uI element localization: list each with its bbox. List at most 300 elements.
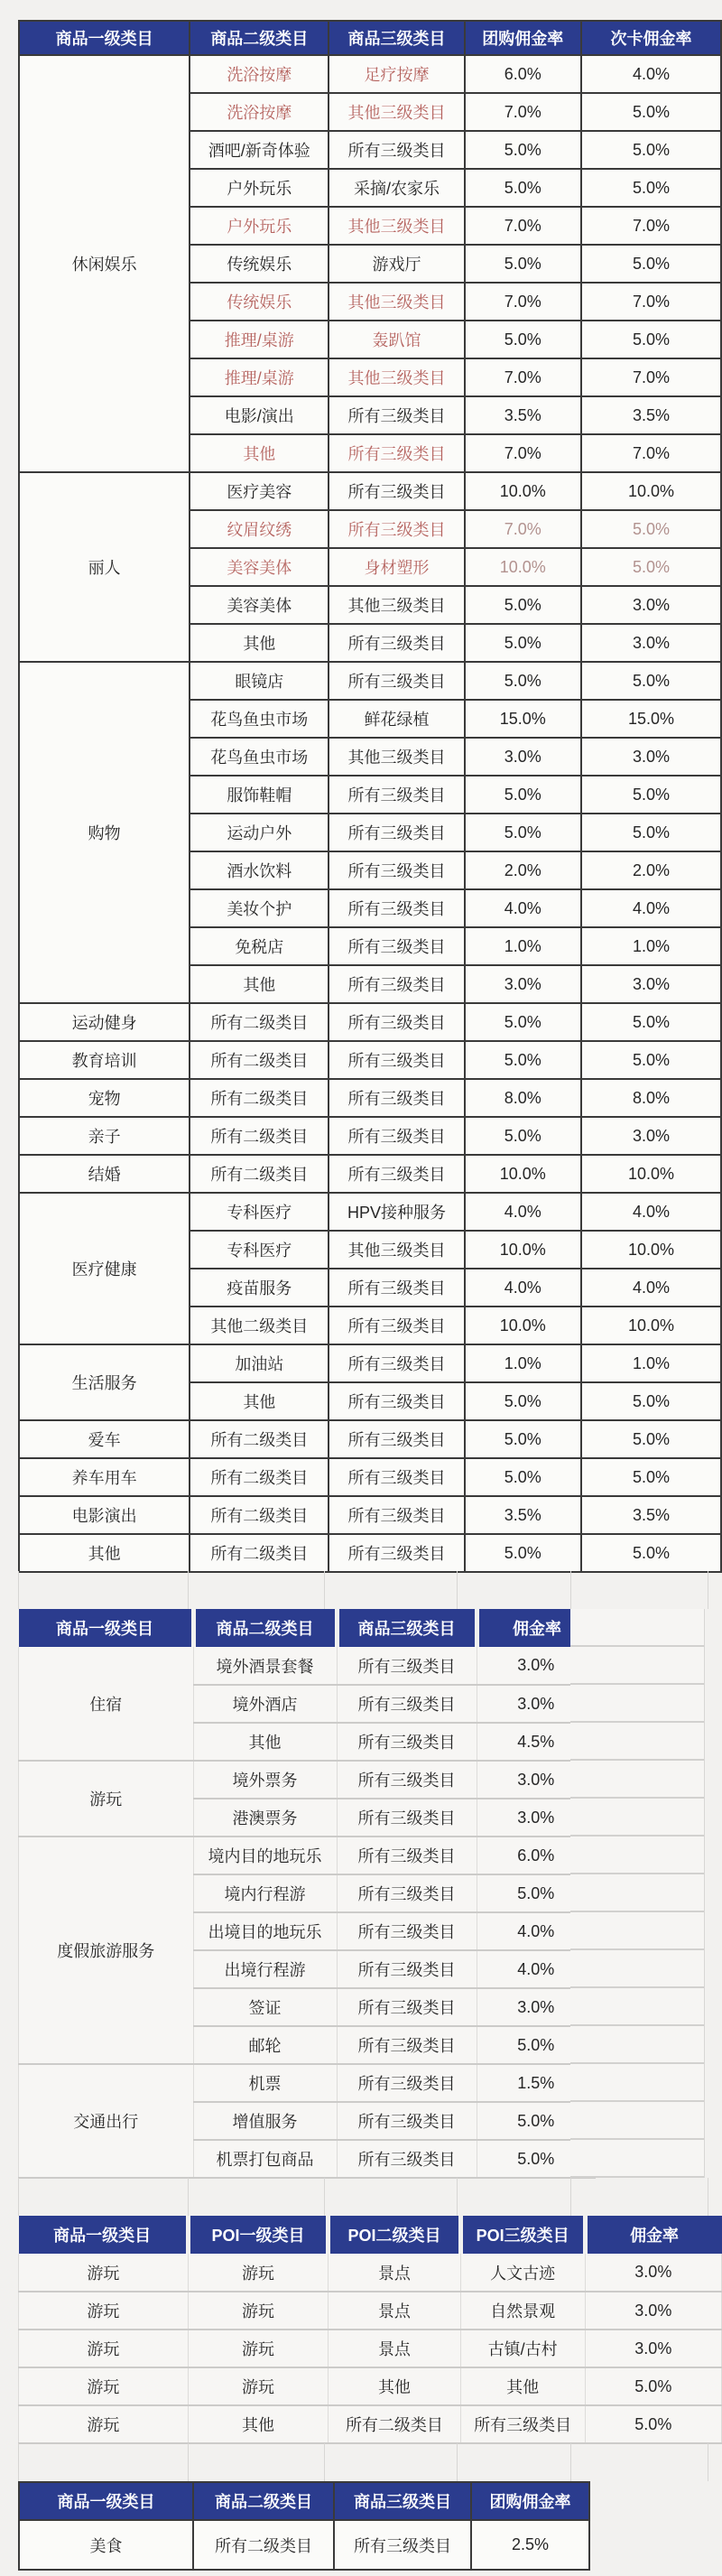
empty-grid-cell <box>325 2443 458 2481</box>
table-cell: 5.0% <box>477 2140 596 2178</box>
table-cell: 5.0% <box>465 131 581 169</box>
table-cell: 传统娱乐 <box>190 245 329 283</box>
table-cell: 出境目的地玩乐 <box>193 1912 337 1950</box>
empty-grid-cell <box>458 2178 571 2216</box>
table-cell: 眼镜店 <box>190 662 329 700</box>
table-cell: 所有二级类目 <box>190 1003 329 1041</box>
table-cell: 5.0% <box>477 2026 596 2064</box>
category-cell: 交通出行 <box>19 2064 194 2178</box>
table-cell: 其他 <box>193 1723 337 1761</box>
table-cell: 所有三级类目 <box>337 2026 477 2064</box>
table-cell: 所有三级类目 <box>329 889 464 927</box>
table-cell: 3.0% <box>585 2254 721 2292</box>
table-cell: 所有三级类目 <box>329 662 464 700</box>
table-cell: 5.0% <box>581 776 721 814</box>
poi-commission-table <box>18 2216 722 2444</box>
table-cell: 景点 <box>329 2292 460 2330</box>
table-cell: 1.0% <box>581 1344 721 1382</box>
table-cell: 所有二级类目 <box>190 1117 329 1155</box>
table-cell: 洗浴按摩 <box>190 55 329 93</box>
table-row <box>19 2405 722 2443</box>
table-cell: 3.0% <box>581 1117 721 1155</box>
table-cell: 10.0% <box>581 472 721 510</box>
table-cell: 4.0% <box>581 1193 721 1231</box>
table-cell: 10.0% <box>465 472 581 510</box>
table-cell: 身材塑形 <box>329 548 464 586</box>
table-cell: 7.0% <box>465 93 581 131</box>
table-cell: 其他三级类目 <box>329 283 464 321</box>
category-cell: 游玩 <box>19 1761 194 1837</box>
table-cell: 邮轮 <box>193 2026 337 2064</box>
table-cell: 10.0% <box>581 1155 721 1193</box>
empty-grid-cell <box>571 2178 708 2216</box>
table-cell: 纹眉纹绣 <box>190 510 329 548</box>
table-cell: 4.0% <box>581 889 721 927</box>
table-cell: 5.0% <box>465 169 581 207</box>
category-cell: 医疗健康 <box>19 1193 190 1344</box>
table-cell: 采摘/农家乐 <box>329 169 464 207</box>
category-cell: 生活服务 <box>19 1344 190 1420</box>
table-cell: 免税店 <box>190 927 329 965</box>
table-cell: 所有三级类目 <box>337 1988 477 2026</box>
column-header: 团购佣金率 <box>465 21 581 55</box>
table-cell: 加油站 <box>190 1344 329 1382</box>
table-cell: 其他三级类目 <box>329 93 464 131</box>
table-row <box>19 1837 596 1874</box>
table-cell: 5.0% <box>581 1003 721 1041</box>
table-cell: 4.5% <box>477 1723 596 1761</box>
table-cell: 7.0% <box>465 358 581 396</box>
table-cell: 5.0% <box>581 662 721 700</box>
table-cell: 酒吧/新奇体验 <box>190 131 329 169</box>
table-cell: 所有三级类目 <box>329 776 464 814</box>
table-cell: 10.0% <box>465 1155 581 1193</box>
category-cell: 宠物 <box>19 1079 190 1117</box>
travel-goods-commission-table <box>18 1609 596 2179</box>
column-header: 商品三级类目 <box>334 2482 471 2520</box>
table-cell: 增值服务 <box>193 2102 337 2140</box>
table-cell: 5.0% <box>581 1420 721 1458</box>
table-cell: HPV接种服务 <box>329 1193 464 1231</box>
header-row <box>19 2482 589 2520</box>
column-header: 商品一级类目 <box>19 2216 189 2254</box>
table-cell: 3.5% <box>581 1496 721 1534</box>
table-row <box>19 1079 721 1117</box>
table-cell: 其他三级类目 <box>329 358 464 396</box>
table-cell: 其他 <box>460 2367 585 2405</box>
table-cell: 所有三级类目 <box>337 1761 477 1799</box>
table-cell: 所有三级类目 <box>337 1950 477 1988</box>
empty-grid-cell <box>18 2178 189 2216</box>
table-cell: 景点 <box>329 2254 460 2292</box>
table-cell: 出境行程游 <box>193 1950 337 1988</box>
table-cell: 1.0% <box>581 927 721 965</box>
table-cell: 推理/桌游 <box>190 321 329 358</box>
table-cell: 洗浴按摩 <box>190 93 329 131</box>
table-cell: 鲜花绿植 <box>329 700 464 738</box>
table-cell: 美容美体 <box>190 586 329 624</box>
table-cell: 所有三级类目 <box>329 1003 464 1041</box>
table-row <box>19 2520 589 2570</box>
table-cell: 所有三级类目 <box>329 1079 464 1117</box>
table-cell: 其他 <box>190 624 329 662</box>
table-row <box>19 1534 721 1572</box>
column-header: 商品三级类目 <box>329 21 464 55</box>
table-cell: 5.0% <box>581 131 721 169</box>
table-row <box>19 1496 721 1534</box>
table-cell: 游玩 <box>188 2254 329 2292</box>
empty-grid-cell <box>458 1571 571 1609</box>
table-cell: 5.0% <box>465 1534 581 1572</box>
table-cell: 运动户外 <box>190 814 329 851</box>
empty-grid-cell <box>571 2443 708 2481</box>
table-cell: 1.5% <box>477 2064 596 2102</box>
table-cell: 2.5% <box>471 2520 589 2570</box>
table-cell: 游玩 <box>19 2254 189 2292</box>
table-cell: 签证 <box>193 1988 337 2026</box>
table-cell: 3.0% <box>465 965 581 1003</box>
table-cell: 4.0% <box>465 1269 581 1307</box>
table-row <box>19 1647 596 1685</box>
table-cell: 3.0% <box>581 965 721 1003</box>
table-cell: 所有二级类目 <box>190 1458 329 1496</box>
table-cell: 7.0% <box>465 207 581 245</box>
table-cell: 所有二级类目 <box>190 1041 329 1079</box>
table-cell: 游玩 <box>188 2330 329 2367</box>
table-cell: 疫苗服务 <box>190 1269 329 1307</box>
table-cell: 所有三级类目 <box>337 2064 477 2102</box>
food-groupbuy-commission-table <box>18 2481 590 2571</box>
table-cell: 1.0% <box>465 927 581 965</box>
table-cell: 古镇/古村 <box>460 2330 585 2367</box>
table-cell: 专科医疗 <box>190 1231 329 1269</box>
table-cell: 所有三级类目 <box>329 1420 464 1458</box>
table-cell: 传统娱乐 <box>190 283 329 321</box>
header-row <box>19 1609 596 1647</box>
table-cell: 4.0% <box>477 1950 596 1988</box>
table-cell: 游玩 <box>19 2330 189 2367</box>
empty-grid-cell <box>18 2443 189 2481</box>
table-cell: 花鸟鱼虫市场 <box>190 700 329 738</box>
table-cell: 3.0% <box>477 1799 596 1837</box>
table-cell: 服饰鞋帽 <box>190 776 329 814</box>
table-cell: 所有三级类目 <box>329 1344 464 1382</box>
table-cell: 5.0% <box>581 510 721 548</box>
category-cell: 运动健身 <box>19 1003 190 1041</box>
table-cell: 10.0% <box>465 548 581 586</box>
goods-groupbuy-card-commission-table <box>18 20 722 1573</box>
table-cell: 5.0% <box>477 2102 596 2140</box>
category-cell: 购物 <box>19 662 190 1003</box>
table-cell: 轰趴馆 <box>329 321 464 358</box>
column-header: 商品一级类目 <box>19 21 190 55</box>
table-row <box>19 1193 721 1231</box>
table-cell: 机票 <box>193 2064 337 2102</box>
table-cell: 户外玩乐 <box>190 169 329 207</box>
empty-grid-cell <box>189 2178 325 2216</box>
table-cell: 所有三级类目 <box>337 1723 477 1761</box>
table-cell: 所有二级类目 <box>190 1496 329 1534</box>
table-cell: 所有三级类目 <box>337 1799 477 1837</box>
category-cell: 亲子 <box>19 1117 190 1155</box>
food-groupbuy-commission-table <box>18 2481 590 2571</box>
table-cell: 所有三级类目 <box>329 624 464 662</box>
table-cell: 3.0% <box>581 586 721 624</box>
table-row <box>19 1003 721 1041</box>
table-cell: 所有三级类目 <box>337 2102 477 2140</box>
table-cell: 所有三级类目 <box>329 1534 464 1572</box>
empty-grid-cell <box>325 1571 458 1609</box>
table-cell: 境内行程游 <box>193 1874 337 1912</box>
category-cell: 其他 <box>19 1534 190 1572</box>
table-cell: 其他 <box>188 2405 329 2443</box>
table-row <box>19 1344 721 1382</box>
table-cell: 美容美体 <box>190 548 329 586</box>
table-cell: 7.0% <box>581 283 721 321</box>
table-row <box>19 55 721 93</box>
table-cell: 3.0% <box>477 1647 596 1685</box>
table-cell: 6.0% <box>465 55 581 93</box>
table-cell: 专科医疗 <box>190 1193 329 1231</box>
table-cell: 5.0% <box>465 1041 581 1079</box>
table-cell: 15.0% <box>465 700 581 738</box>
table-cell: 其他 <box>190 1382 329 1420</box>
table-cell: 所有三级类目 <box>329 1307 464 1344</box>
table-cell: 5.0% <box>581 814 721 851</box>
table-cell: 所有三级类目 <box>329 1382 464 1420</box>
table-cell: 3.0% <box>585 2292 721 2330</box>
empty-grid-row <box>18 1571 708 1609</box>
empty-grid-cell <box>18 1571 189 1609</box>
table-cell: 其他 <box>190 965 329 1003</box>
table-cell: 4.0% <box>581 1269 721 1307</box>
table-cell: 户外玩乐 <box>190 207 329 245</box>
table-cell: 5.0% <box>581 245 721 283</box>
table-cell: 所有三级类目 <box>329 396 464 434</box>
table-cell: 3.0% <box>581 624 721 662</box>
table-cell: 所有三级类目 <box>329 1155 464 1193</box>
table-cell: 3.0% <box>477 1761 596 1799</box>
column-header: 团购佣金率 <box>471 2482 589 2520</box>
category-cell: 教育培训 <box>19 1041 190 1079</box>
table-cell: 所有三级类目 <box>337 1647 477 1685</box>
table-cell: 机票打包商品 <box>193 2140 337 2178</box>
table-row <box>19 2064 596 2102</box>
table-cell: 所有三级类目 <box>329 965 464 1003</box>
table-cell: 2.0% <box>465 851 581 889</box>
column-header: POI一级类目 <box>188 2216 329 2254</box>
table-cell: 其他三级类目 <box>329 207 464 245</box>
table-cell: 所有三级类目 <box>329 1117 464 1155</box>
empty-grid-column <box>570 1609 705 2178</box>
table-cell: 10.0% <box>465 1231 581 1269</box>
table-row <box>19 472 721 510</box>
table-cell: 所有三级类目 <box>460 2405 585 2443</box>
table-cell: 8.0% <box>465 1079 581 1117</box>
table-cell: 所有二级类目 <box>193 2520 334 2570</box>
table-cell: 医疗美容 <box>190 472 329 510</box>
table-cell: 3.0% <box>581 738 721 776</box>
table-cell: 5.0% <box>465 1382 581 1420</box>
table-cell: 5.0% <box>581 169 721 207</box>
table-cell: 自然景观 <box>460 2292 585 2330</box>
table-cell: 7.0% <box>465 434 581 472</box>
table-cell: 游玩 <box>19 2292 189 2330</box>
table-cell: 3.0% <box>465 738 581 776</box>
table-cell: 境外酒景套餐 <box>193 1647 337 1685</box>
empty-grid-cell <box>571 1571 708 1609</box>
category-cell: 住宿 <box>19 1647 194 1761</box>
table-row <box>19 2292 722 2330</box>
table-cell: 境内目的地玩乐 <box>193 1837 337 1874</box>
table-row <box>19 2254 722 2292</box>
table-cell: 所有三级类目 <box>329 1269 464 1307</box>
table-cell: 4.0% <box>465 1193 581 1231</box>
table-cell: 所有二级类目 <box>190 1079 329 1117</box>
table-cell: 所有三级类目 <box>329 1458 464 1496</box>
column-header: POI三级类目 <box>460 2216 585 2254</box>
table-cell: 3.0% <box>585 2330 721 2367</box>
table-cell: 5.0% <box>465 624 581 662</box>
table-cell: 所有三级类目 <box>329 927 464 965</box>
table-cell: 5.0% <box>465 662 581 700</box>
table-cell: 5.0% <box>465 1003 581 1041</box>
table-row <box>19 1155 721 1193</box>
column-header: 商品一级类目 <box>19 2482 193 2520</box>
table-cell: 5.0% <box>465 1117 581 1155</box>
table-cell: 人文古迹 <box>460 2254 585 2292</box>
table-cell: 4.0% <box>477 1912 596 1950</box>
table-cell: 所有三级类目 <box>337 1874 477 1912</box>
category-cell: 度假旅游服务 <box>19 1837 194 2064</box>
table-cell: 推理/桌游 <box>190 358 329 396</box>
table-cell: 电影/演出 <box>190 396 329 434</box>
table-row <box>19 1420 721 1458</box>
table-cell: 5.0% <box>581 1041 721 1079</box>
table-cell: 所有三级类目 <box>337 1685 477 1723</box>
column-header: 商品二级类目 <box>190 21 329 55</box>
table-cell: 5.0% <box>581 548 721 586</box>
table-cell: 游玩 <box>19 2367 189 2405</box>
table-row <box>19 1117 721 1155</box>
table-cell: 所有三级类目 <box>337 1912 477 1950</box>
goods-groupbuy-card-commission-table <box>18 20 722 1573</box>
table-cell: 10.0% <box>581 1231 721 1269</box>
table-row <box>19 662 721 700</box>
table-cell: 所有二级类目 <box>190 1155 329 1193</box>
table-cell: 5.0% <box>465 1420 581 1458</box>
table-cell: 7.0% <box>581 434 721 472</box>
category-cell: 休闲娱乐 <box>19 55 190 472</box>
category-cell: 丽人 <box>19 472 190 662</box>
table-cell: 10.0% <box>465 1307 581 1344</box>
category-cell: 养车用车 <box>19 1458 190 1496</box>
table-cell: 7.0% <box>581 207 721 245</box>
table-cell: 游玩 <box>188 2292 329 2330</box>
category-cell: 爱车 <box>19 1420 190 1458</box>
table-cell: 所有三级类目 <box>329 851 464 889</box>
table-cell: 港澳票务 <box>193 1799 337 1837</box>
table-cell: 5.0% <box>585 2367 721 2405</box>
category-cell: 结婚 <box>19 1155 190 1193</box>
column-header: 佣金率 <box>477 1609 596 1647</box>
table-cell: 7.0% <box>465 283 581 321</box>
table-cell: 4.0% <box>465 889 581 927</box>
column-header: POI二级类目 <box>329 2216 460 2254</box>
column-header: 商品三级类目 <box>337 1609 477 1647</box>
table-cell: 足疗按摩 <box>329 55 464 93</box>
table-cell: 境外票务 <box>193 1761 337 1799</box>
table-cell: 10.0% <box>581 1307 721 1344</box>
table-cell: 5.0% <box>581 321 721 358</box>
table-cell: 所有三级类目 <box>329 434 464 472</box>
table-cell: 所有三级类目 <box>334 2520 471 2570</box>
header-row <box>19 21 721 55</box>
poi-commission-table <box>18 2216 722 2444</box>
table-cell: 5.0% <box>465 1458 581 1496</box>
table-row <box>19 2330 722 2367</box>
empty-grid-cell <box>458 2443 571 2481</box>
table-cell: 15.0% <box>581 700 721 738</box>
table-cell: 3.5% <box>465 1496 581 1534</box>
table-cell: 游玩 <box>188 2367 329 2405</box>
table-cell: 其他三级类目 <box>329 738 464 776</box>
table-cell: 5.0% <box>581 1458 721 1496</box>
table-cell: 6.0% <box>477 1837 596 1874</box>
table-cell: 5.0% <box>465 814 581 851</box>
empty-grid-cell <box>325 2178 458 2216</box>
table-row <box>19 1761 596 1799</box>
table-cell: 5.0% <box>465 245 581 283</box>
table-cell: 所有三级类目 <box>329 472 464 510</box>
table-cell: 游玩 <box>19 2405 189 2443</box>
table-cell: 5.0% <box>465 586 581 624</box>
table-row <box>19 2367 722 2405</box>
column-header: 商品二级类目 <box>193 2482 334 2520</box>
table-cell: 所有三级类目 <box>337 2140 477 2178</box>
table-cell: 酒水饮料 <box>190 851 329 889</box>
table-cell: 7.0% <box>581 358 721 396</box>
table-cell: 5.0% <box>581 1534 721 1572</box>
table-cell: 花鸟鱼虫市场 <box>190 738 329 776</box>
table-cell: 3.5% <box>465 396 581 434</box>
empty-grid-cell <box>189 2443 325 2481</box>
column-header: 次卡佣金率 <box>581 21 721 55</box>
table-cell: 5.0% <box>477 1874 596 1912</box>
table-cell: 其他二级类目 <box>190 1307 329 1344</box>
table-cell: 5.0% <box>465 321 581 358</box>
empty-grid-cell <box>189 1571 325 1609</box>
table-cell: 4.0% <box>581 55 721 93</box>
table-cell: 所有三级类目 <box>329 1496 464 1534</box>
table-cell: 3.0% <box>477 1685 596 1723</box>
table-cell: 美妆个护 <box>190 889 329 927</box>
category-cell: 电影演出 <box>19 1496 190 1534</box>
category-cell: 美食 <box>19 2520 193 2570</box>
table-row <box>19 1041 721 1079</box>
table-cell: 其他 <box>329 2367 460 2405</box>
table-cell: 8.0% <box>581 1079 721 1117</box>
table-cell: 所有三级类目 <box>329 131 464 169</box>
table-cell: 境外酒店 <box>193 1685 337 1723</box>
table-cell: 7.0% <box>465 510 581 548</box>
table-cell: 1.0% <box>465 1344 581 1382</box>
table-cell: 所有三级类目 <box>337 1837 477 1874</box>
table-cell: 所有三级类目 <box>329 1041 464 1079</box>
table-cell: 3.0% <box>477 1988 596 2026</box>
empty-grid-row <box>18 2178 708 2216</box>
travel-goods-commission-table <box>18 1609 596 2179</box>
